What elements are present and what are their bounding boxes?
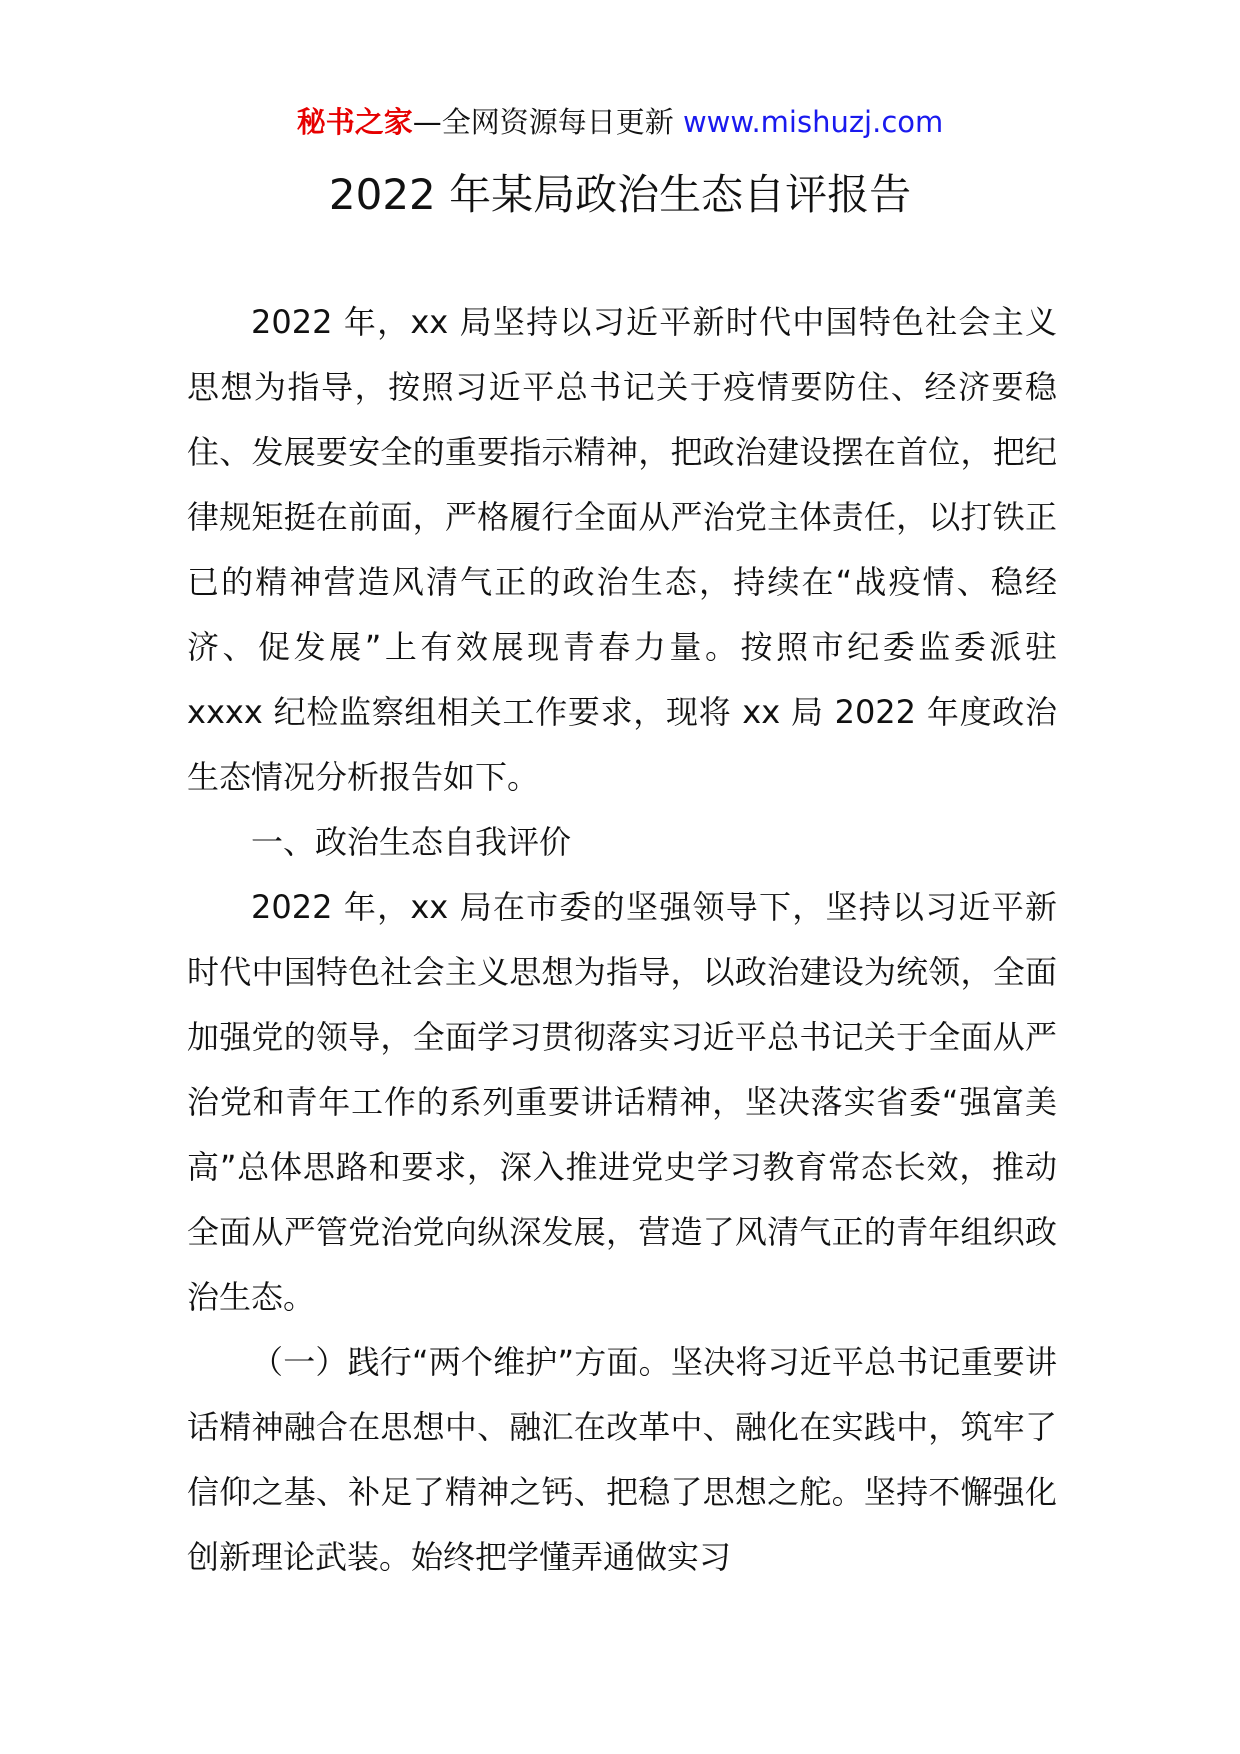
paragraph-intro: 2022 年，xx 局坚持以习近平新时代中国特色社会主义思想为指导，按照习近平总书记关于疫情要防住、经济要稳住、发展要安全的重要指示精神，把政治建设摆在首位，把纪律规矩挺在前面，严格履行全面从严治党主体责任，以打铁正已的精神营造风清气正的政治生态，持续在“战疫情、稳经济、促发展”上有效展现青春力量。按照市纪委监委派驻 xxxx 纪检监察组相关工作要求，现将 xx 局 2022 年度政治生态情况分析报告如下。 [187, 303, 1057, 796]
document-title: 2022 年某局政治生态自评报告 [328, 170, 912, 219]
brand-name: 秘书之家 [296, 105, 413, 139]
paragraph-subsection-1: （一）践行“两个维护”方面。坚决将习近平总书记重要讲话精神融合在思想中、融汇在改革中、融化在实践中，筑牢了信仰之基、补足了精神之钙、把稳了思想之舵。坚持不懈强化创新理论武装。始终把学懂弄通做实习 [187, 1343, 1057, 1576]
site-header [0, 102, 1240, 142]
header-tagline: —全网资源每日更新 [412, 105, 674, 139]
section-heading-1: 一、政治生态自我评价 [251, 823, 572, 861]
document-body [187, 290, 1057, 1590]
paragraph-section-1: 2022 年，xx 局在市委的坚强领导下，坚持以习近平新时代中国特色社会主义思想为指导，以政治建设为统领，全面加强党的领导，全面学习贯彻落实习近平总书记关于全面从严治党和青年工作的系列重要讲话精神，坚决落实省委“强富美高”总体思路和要求，深入推进党史学习教育常态长效，推动全面从严管党治党向纵深发展，营造了风清气正的青年组织政治生态。 [187, 888, 1057, 1316]
site-url-link[interactable]: www.mishuzj.com [682, 105, 944, 139]
